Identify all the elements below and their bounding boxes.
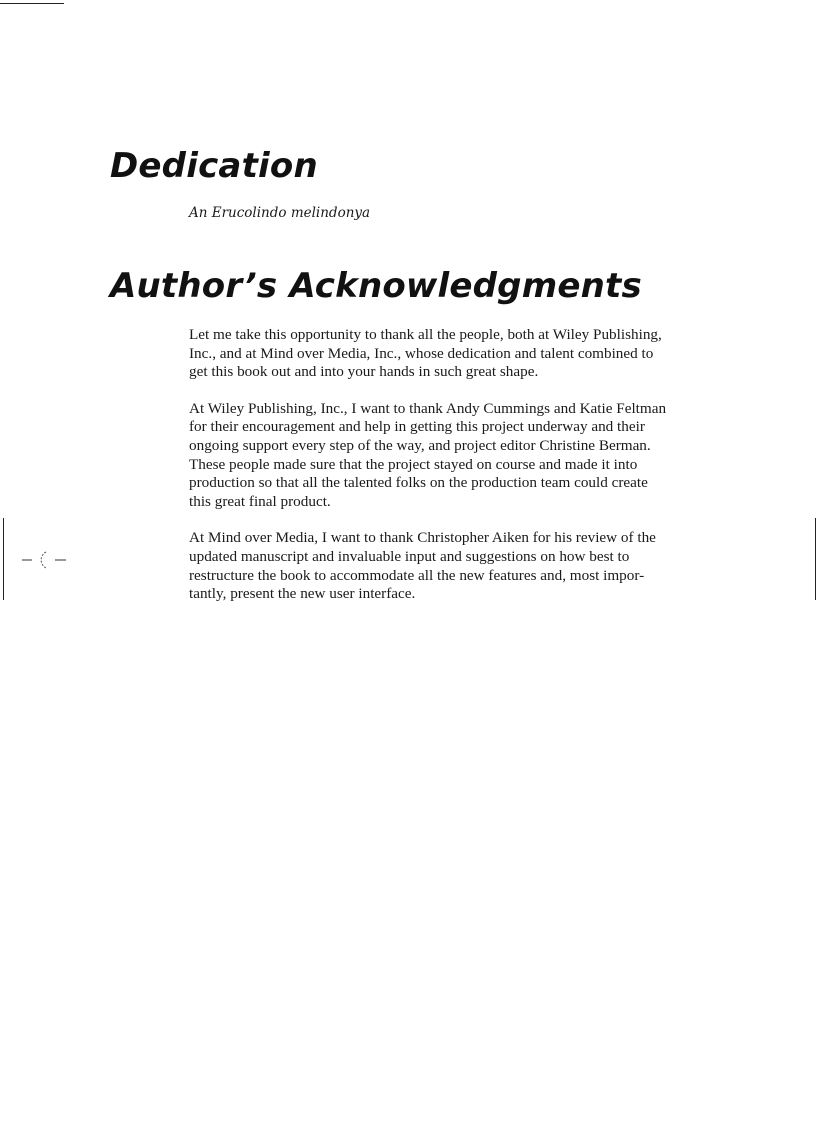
acknowledgments-body	[189, 326, 719, 622]
registration-mark-icon	[22, 549, 68, 571]
acknowledgments-paragraph-3: At Mind over Media, I want to thank Christopher Aiken for his review of the updated manuscript and invaluable input and suggestions on how best to restructure the book to accommodate all the new features and, most impor- tantly, present the new user interface.	[189, 529, 656, 603]
trim-mark-left	[3, 518, 4, 600]
acknowledgments-heading: Author’s Acknowledgments	[110, 266, 642, 306]
dedication-heading: Dedication	[110, 146, 318, 186]
acknowledgments-paragraph-1: Let me take this opportunity to thank all the people, both at Wiley Publishing, Inc., and at Mind over Media, Inc., whose dedication and talent combined to get this book out and into your hands in such great shape.	[189, 326, 662, 381]
acknowledgments-paragraph-2: At Wiley Publishing, Inc., I want to thank Andy Cummings and Katie Feltman for their encouragement and help in getting this project underway and their ongoing support every step of the way, and project editor Christine Berman. These people made sure that the project stayed on course and made it into production so that all the talented folks on the production team could create this great final product.	[189, 399, 667, 510]
dedication-text: An Erucolindo melindonya	[189, 205, 371, 221]
trim-mark-top	[0, 3, 64, 4]
